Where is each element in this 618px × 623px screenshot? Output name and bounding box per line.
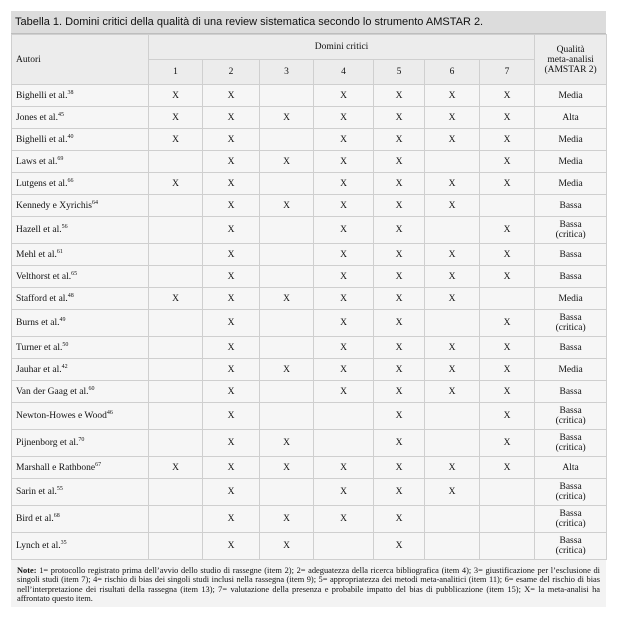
quality-cell xyxy=(535,195,607,217)
domain-7-cell: X xyxy=(480,381,535,403)
domain-2-cell: X xyxy=(203,173,260,195)
note-label: Note: xyxy=(17,566,37,575)
author-name: Van der Gaag et al. xyxy=(16,386,89,397)
table-row xyxy=(12,195,607,217)
domain-4-cell: X xyxy=(314,479,374,506)
author-cell xyxy=(12,403,149,430)
author-name: Lynch et al. xyxy=(16,541,61,551)
table-row xyxy=(12,151,607,173)
domain-2-cell: X xyxy=(203,217,260,244)
quality-line: (critica) xyxy=(555,519,586,529)
quality-cell xyxy=(535,217,607,244)
table-note xyxy=(11,560,606,604)
domain-3-cell xyxy=(260,381,314,403)
domain-1-cell xyxy=(149,430,203,457)
quality-cell xyxy=(535,479,607,506)
author-name: Stafford et al. xyxy=(16,293,68,304)
author-reference: 49 xyxy=(59,316,66,323)
domain-7-cell: X xyxy=(480,151,535,173)
author-name: Jones et al. xyxy=(16,112,58,123)
domain-6-cell xyxy=(425,533,480,560)
domain-6-cell: X xyxy=(425,381,480,403)
domain-6-cell: X xyxy=(425,288,480,310)
quality-line: Bassa xyxy=(559,249,582,260)
author-reference: 69 xyxy=(57,155,64,162)
quality-cell xyxy=(535,337,607,359)
domain-5-cell: X xyxy=(374,266,425,288)
author-name: Bighelli et al. xyxy=(16,134,68,145)
table-row xyxy=(12,244,607,266)
quality-line: Media xyxy=(558,156,583,167)
domain-3-cell: X xyxy=(260,107,314,129)
domain-2-cell: X xyxy=(203,403,260,430)
quality-line: (critica) xyxy=(555,492,586,502)
domain-7-cell xyxy=(480,195,535,217)
domain-7-cell xyxy=(480,533,535,560)
author-cell xyxy=(12,381,149,403)
header-domain-6: 6 xyxy=(425,60,480,85)
author-reference: 67 xyxy=(95,461,102,468)
quality-line: Bassa xyxy=(559,433,582,443)
quality-cell xyxy=(535,310,607,337)
quality-cell xyxy=(535,244,607,266)
author-name: Velthorst et al. xyxy=(16,271,72,282)
domain-3-cell: X xyxy=(260,506,314,533)
quality-cell xyxy=(535,85,607,107)
domain-5-cell: X xyxy=(374,310,425,337)
domain-7-cell: X xyxy=(480,359,535,381)
author-cell xyxy=(12,359,149,381)
author-cell xyxy=(12,430,149,457)
domain-4-cell: X xyxy=(314,266,374,288)
author-reference: 70 xyxy=(78,436,85,443)
domain-4-cell: X xyxy=(314,288,374,310)
quality-line: Alta xyxy=(562,462,579,473)
quality-line: (critica) xyxy=(555,323,586,333)
quality-cell xyxy=(535,506,607,533)
author-reference: 42 xyxy=(61,363,68,370)
author-name: Lutgens et al. xyxy=(16,178,68,189)
author-reference: 56 xyxy=(61,223,68,230)
header-domain-2: 2 xyxy=(203,60,260,85)
author-reference: 60 xyxy=(88,385,95,392)
domain-4-cell: X xyxy=(314,310,374,337)
quality-cell xyxy=(535,107,607,129)
author-cell xyxy=(12,288,149,310)
domain-3-cell: X xyxy=(260,430,314,457)
domain-7-cell: X xyxy=(480,457,535,479)
author-reference: 40 xyxy=(67,133,74,140)
domain-5-cell: X xyxy=(374,457,425,479)
domain-6-cell xyxy=(425,403,480,430)
author-cell xyxy=(12,129,149,151)
domain-2-cell: X xyxy=(203,359,260,381)
quality-cell xyxy=(535,288,607,310)
domain-6-cell: X xyxy=(425,244,480,266)
table-caption: Tabella 1. Domini critici della qualità di una review sistematica secondo lo strumento AMSTAR 2. xyxy=(11,11,606,34)
author-cell xyxy=(12,506,149,533)
quality-line: Media xyxy=(558,90,583,101)
table-row xyxy=(12,533,607,560)
author-cell xyxy=(12,266,149,288)
domain-7-cell: X xyxy=(480,217,535,244)
domain-7-cell: X xyxy=(480,430,535,457)
header-domain-4: 4 xyxy=(314,60,374,85)
author-name: Kennedy e Xyrichis xyxy=(16,200,92,211)
quality-line: Media xyxy=(558,134,583,145)
table-row xyxy=(12,288,607,310)
domain-4-cell: X xyxy=(314,195,374,217)
amstar-table xyxy=(11,34,607,560)
author-reference: 46 xyxy=(106,409,113,416)
domain-6-cell: X xyxy=(425,266,480,288)
domain-5-cell: X xyxy=(374,288,425,310)
quality-line: Bassa xyxy=(559,271,582,282)
domain-7-cell xyxy=(480,479,535,506)
domain-5-cell: X xyxy=(374,533,425,560)
domain-5-cell: X xyxy=(374,129,425,151)
author-name: Burns et al. xyxy=(16,318,60,328)
author-reference: 35 xyxy=(60,539,67,546)
domain-2-cell: X xyxy=(203,337,260,359)
author-name: Newton-Howes e Wood xyxy=(16,411,107,421)
author-name: Jauhar et al. xyxy=(16,364,62,375)
table-row xyxy=(12,266,607,288)
table-row xyxy=(12,85,607,107)
domain-1-cell xyxy=(149,217,203,244)
author-cell xyxy=(12,151,149,173)
domain-3-cell xyxy=(260,85,314,107)
domain-2-cell: X xyxy=(203,506,260,533)
domain-4-cell: X xyxy=(314,359,374,381)
quality-cell xyxy=(535,151,607,173)
author-name: Turner et al. xyxy=(16,342,63,353)
table-row xyxy=(12,506,607,533)
domain-3-cell xyxy=(260,337,314,359)
domain-3-cell: X xyxy=(260,195,314,217)
author-reference: 61 xyxy=(56,248,63,255)
quality-line: Bassa xyxy=(559,200,582,211)
table-row xyxy=(12,381,607,403)
domain-4-cell: X xyxy=(314,173,374,195)
domain-4-cell: X xyxy=(314,85,374,107)
author-cell xyxy=(12,107,149,129)
domain-1-cell: X xyxy=(149,288,203,310)
domain-5-cell: X xyxy=(374,244,425,266)
header-quality-line: Qualità xyxy=(556,44,585,55)
domain-1-cell xyxy=(149,359,203,381)
table-row xyxy=(12,310,607,337)
note-text: 1= protocollo registrato prima dell’avvio dello studio di rassegne (item 2); 2= adeguatezza della ricerca bibliografica (item 4); 3= giustificazione per l’esclusione di singoli studi (item 7); 4= rischio di bias dei singoli studi inclusi nella rassegna (item 9); 5= appropriatezza dei metodi meta-analitici (item 11); 6= esame del rischio di bias nell’interpretazione dei risultati della rassegna (item 13); 7= valutazione della presenza e probabile impatto del bias di pubblicazione (item 15); X= la meta-analisi ha affrontato questo item. xyxy=(17,566,600,604)
domain-3-cell: X xyxy=(260,457,314,479)
domain-4-cell: X xyxy=(314,107,374,129)
header-domain-3: 3 xyxy=(260,60,314,85)
domain-1-cell xyxy=(149,337,203,359)
domain-5-cell: X xyxy=(374,107,425,129)
domain-6-cell: X xyxy=(425,359,480,381)
table-row xyxy=(12,217,607,244)
author-reference: 48 xyxy=(67,292,74,299)
author-reference: 66 xyxy=(67,177,74,184)
header-domains: Domini critici xyxy=(149,35,535,60)
author-cell xyxy=(12,310,149,337)
quality-cell xyxy=(535,430,607,457)
author-reference: 68 xyxy=(53,512,60,519)
author-cell xyxy=(12,173,149,195)
domain-3-cell xyxy=(260,244,314,266)
author-reference: 55 xyxy=(56,485,63,492)
domain-4-cell: X xyxy=(314,129,374,151)
domain-7-cell: X xyxy=(480,107,535,129)
domain-2-cell: X xyxy=(203,430,260,457)
table-row xyxy=(12,479,607,506)
table-row xyxy=(12,359,607,381)
domain-2-cell: X xyxy=(203,381,260,403)
domain-3-cell xyxy=(260,217,314,244)
author-reference: 38 xyxy=(67,89,74,96)
domain-3-cell: X xyxy=(260,533,314,560)
domain-6-cell xyxy=(425,506,480,533)
domain-5-cell: X xyxy=(374,359,425,381)
domain-6-cell: X xyxy=(425,85,480,107)
quality-line: Media xyxy=(558,293,583,304)
domain-7-cell: X xyxy=(480,266,535,288)
quality-line: Bassa xyxy=(559,509,582,519)
domain-5-cell: X xyxy=(374,430,425,457)
domain-2-cell: X xyxy=(203,533,260,560)
quality-line: Bassa xyxy=(559,313,582,323)
table-row xyxy=(12,403,607,430)
domain-3-cell xyxy=(260,129,314,151)
quality-line: Bassa xyxy=(559,220,582,230)
domain-4-cell xyxy=(314,430,374,457)
domain-2-cell: X xyxy=(203,266,260,288)
table-row xyxy=(12,107,607,129)
quality-cell xyxy=(535,359,607,381)
domain-4-cell: X xyxy=(314,244,374,266)
domain-4-cell: X xyxy=(314,151,374,173)
domain-7-cell: X xyxy=(480,85,535,107)
author-name: Bighelli et al. xyxy=(16,90,68,101)
domain-1-cell xyxy=(149,244,203,266)
author-name: Bird et al. xyxy=(16,514,54,524)
domain-2-cell: X xyxy=(203,310,260,337)
quality-line: Bassa xyxy=(559,342,582,353)
domain-2-cell: X xyxy=(203,457,260,479)
domain-2-cell: X xyxy=(203,195,260,217)
quality-cell xyxy=(535,129,607,151)
quality-line: Bassa xyxy=(559,406,582,416)
domain-5-cell: X xyxy=(374,337,425,359)
domain-7-cell: X xyxy=(480,310,535,337)
author-cell xyxy=(12,85,149,107)
author-cell xyxy=(12,217,149,244)
domain-4-cell: X xyxy=(314,217,374,244)
quality-line: Alta xyxy=(562,112,579,123)
domain-7-cell: X xyxy=(480,173,535,195)
table-row xyxy=(12,337,607,359)
domain-5-cell: X xyxy=(374,151,425,173)
domain-7-cell xyxy=(480,288,535,310)
domain-5-cell: X xyxy=(374,217,425,244)
domain-4-cell: X xyxy=(314,506,374,533)
domain-1-cell: X xyxy=(149,173,203,195)
author-cell xyxy=(12,195,149,217)
domain-6-cell: X xyxy=(425,129,480,151)
author-cell xyxy=(12,479,149,506)
domain-2-cell: X xyxy=(203,151,260,173)
domain-2-cell: X xyxy=(203,129,260,151)
domain-3-cell xyxy=(260,266,314,288)
author-name: Hazell et al. xyxy=(16,225,62,235)
domain-4-cell: X xyxy=(314,337,374,359)
domain-3-cell: X xyxy=(260,151,314,173)
domain-4-cell xyxy=(314,403,374,430)
author-reference: 50 xyxy=(62,341,69,348)
quality-line: Bassa xyxy=(559,482,582,492)
author-reference: 45 xyxy=(57,111,64,118)
domain-1-cell xyxy=(149,266,203,288)
domain-6-cell xyxy=(425,217,480,244)
domain-6-cell: X xyxy=(425,173,480,195)
domain-7-cell: X xyxy=(480,403,535,430)
header-quality-line: meta-analisi xyxy=(547,54,594,65)
quality-cell xyxy=(535,457,607,479)
domain-2-cell: X xyxy=(203,288,260,310)
domain-6-cell: X xyxy=(425,457,480,479)
domain-3-cell: X xyxy=(260,359,314,381)
domain-1-cell: X xyxy=(149,457,203,479)
quality-line: (critica) xyxy=(555,230,586,240)
domain-7-cell: X xyxy=(480,129,535,151)
quality-line: Bassa xyxy=(559,536,582,546)
domain-5-cell: X xyxy=(374,195,425,217)
domain-7-cell: X xyxy=(480,244,535,266)
domain-1-cell xyxy=(149,310,203,337)
author-reference: 65 xyxy=(71,270,78,277)
domain-1-cell: X xyxy=(149,85,203,107)
domain-6-cell: X xyxy=(425,195,480,217)
header-domain-7: 7 xyxy=(480,60,535,85)
header-quality xyxy=(535,35,607,85)
domain-1-cell xyxy=(149,479,203,506)
author-reference: 64 xyxy=(91,199,98,206)
domain-3-cell xyxy=(260,403,314,430)
quality-cell xyxy=(535,173,607,195)
domain-5-cell: X xyxy=(374,403,425,430)
domain-4-cell: X xyxy=(314,457,374,479)
author-name: Laws et al. xyxy=(16,156,58,167)
domain-5-cell: X xyxy=(374,506,425,533)
domain-2-cell: X xyxy=(203,479,260,506)
table-row xyxy=(12,430,607,457)
domain-3-cell xyxy=(260,310,314,337)
quality-cell xyxy=(535,381,607,403)
domain-4-cell: X xyxy=(314,381,374,403)
table-row xyxy=(12,129,607,151)
author-name: Mehl et al. xyxy=(16,249,57,260)
domain-1-cell xyxy=(149,151,203,173)
domain-1-cell: X xyxy=(149,129,203,151)
quality-line: Bassa xyxy=(559,386,582,397)
quality-line: Media xyxy=(558,364,583,375)
domain-6-cell: X xyxy=(425,107,480,129)
quality-line: Media xyxy=(558,178,583,189)
quality-cell xyxy=(535,403,607,430)
domain-5-cell: X xyxy=(374,173,425,195)
domain-5-cell: X xyxy=(374,381,425,403)
author-cell xyxy=(12,457,149,479)
domain-5-cell: X xyxy=(374,85,425,107)
quality-line: (critica) xyxy=(555,416,586,426)
quality-cell xyxy=(535,266,607,288)
header-quality-line: (AMSTAR 2) xyxy=(544,64,597,75)
domain-7-cell xyxy=(480,506,535,533)
domain-6-cell xyxy=(425,151,480,173)
domain-3-cell xyxy=(260,479,314,506)
domain-1-cell: X xyxy=(149,107,203,129)
author-name: Pijnenborg et al. xyxy=(16,438,79,448)
domain-2-cell: X xyxy=(203,85,260,107)
header-domain-1: 1 xyxy=(149,60,203,85)
author-cell xyxy=(12,533,149,560)
table-row xyxy=(12,457,607,479)
author-name: Sarin et al. xyxy=(16,487,57,497)
quality-line: (critica) xyxy=(555,546,586,556)
domain-1-cell xyxy=(149,403,203,430)
domain-5-cell: X xyxy=(374,479,425,506)
author-cell xyxy=(12,244,149,266)
table-row xyxy=(12,173,607,195)
domain-3-cell xyxy=(260,173,314,195)
header-authors: Autori xyxy=(12,35,149,85)
domain-6-cell xyxy=(425,430,480,457)
domain-1-cell xyxy=(149,381,203,403)
domain-1-cell xyxy=(149,506,203,533)
domain-6-cell: X xyxy=(425,337,480,359)
domain-1-cell xyxy=(149,533,203,560)
domain-2-cell: X xyxy=(203,107,260,129)
domain-3-cell: X xyxy=(260,288,314,310)
domain-7-cell: X xyxy=(480,337,535,359)
author-name: Marshall e Rathbone xyxy=(16,462,96,473)
domain-4-cell xyxy=(314,533,374,560)
author-cell xyxy=(12,337,149,359)
domain-2-cell: X xyxy=(203,244,260,266)
table-frame xyxy=(11,11,606,607)
quality-line: (critica) xyxy=(555,443,586,453)
domain-1-cell xyxy=(149,195,203,217)
header-domain-5: 5 xyxy=(374,60,425,85)
domain-6-cell: X xyxy=(425,479,480,506)
domain-6-cell xyxy=(425,310,480,337)
quality-cell xyxy=(535,533,607,560)
